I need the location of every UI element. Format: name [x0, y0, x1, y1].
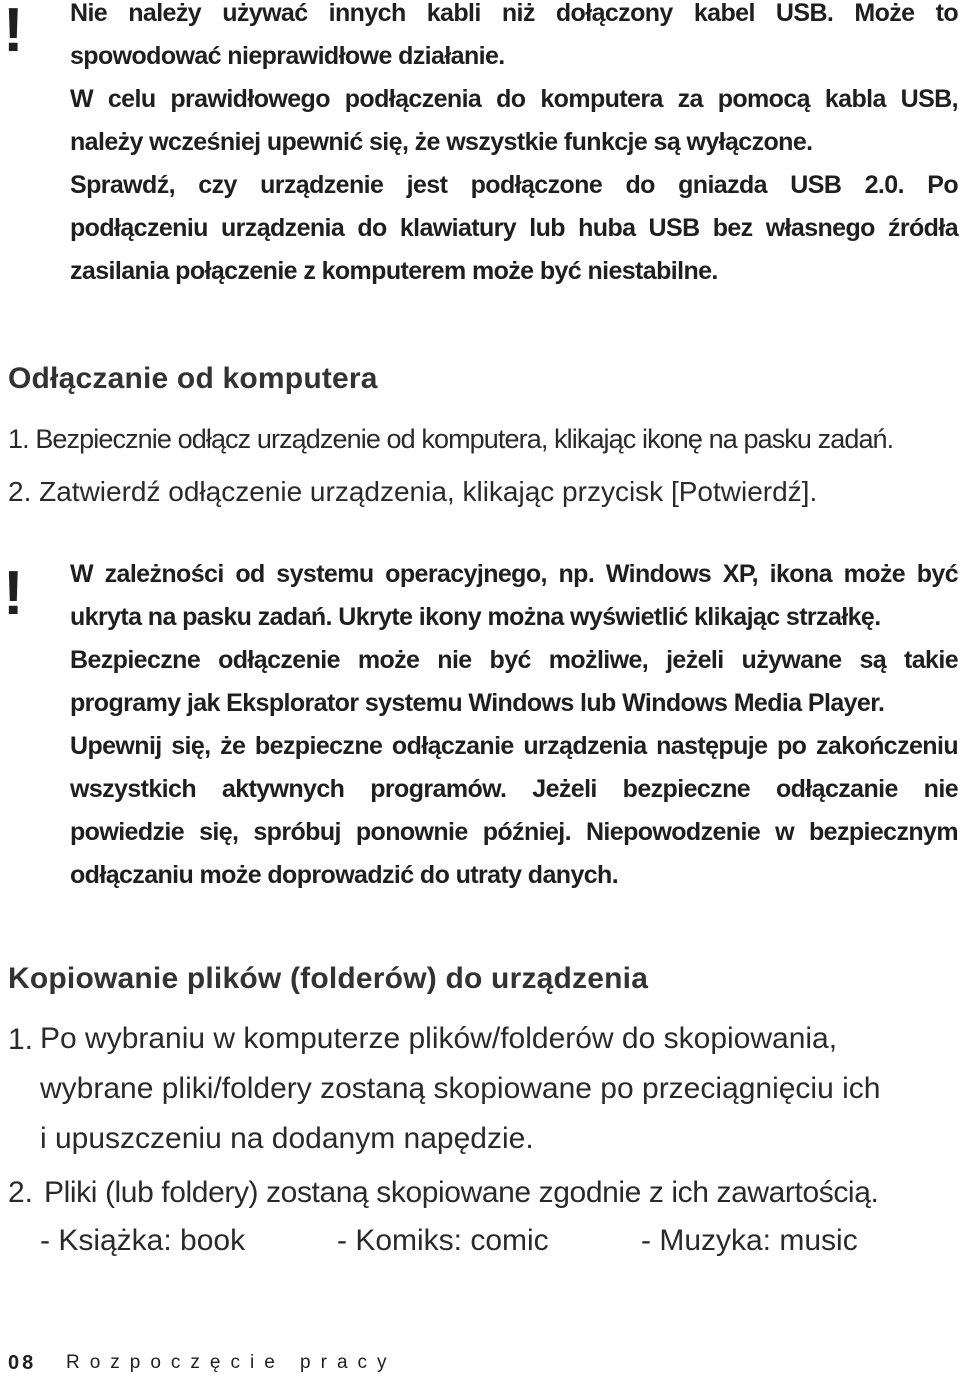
text-line: Po wybraniu w komputerze plików/folderów do skopiowania, — [40, 1022, 838, 1055]
text-line: wybrane pliki/foldery zostaną skopiowane po przeciągnięciu ich — [40, 1072, 881, 1105]
copy-step-1-text — [40, 1014, 880, 1164]
text-line: podłączeniu urządzenia do klawiatury lub huba USB bez własnego źródła — [70, 214, 958, 242]
category-book: - Książka: book — [40, 1224, 246, 1257]
text-line: należy wcześniej upewnić się, że wszystkie funkcje są wyłączone. — [70, 128, 813, 156]
disconnect-step-2: 2. Zatwierdź odłączenie urządzenia, klikając przycisk [Potwierdź]. — [8, 476, 818, 507]
footer-section-title: Rozpoczęcie pracy — [66, 1352, 397, 1373]
disconnect-step-1: 1. Bezpiecznie odłącz urządzenie od komputera, klikając ikonę na pasku zadań. — [8, 424, 894, 454]
text-line: ukryta na pasku zadań. Ukryte ikony można wyświetlić klikając strzałkę. — [70, 603, 881, 631]
text-line: odłączaniu może doprowadzić do utraty danych. — [70, 861, 619, 889]
category-comic: - Komiks: comic — [337, 1224, 549, 1257]
copy-step-2-number: 2. — [8, 1176, 34, 1209]
text-line: zasilania połączenie z komputerem może być niestabilne. — [70, 257, 718, 285]
text-line: Upewnij się, że bezpieczne odłączanie urządzenia następuje po zakończeniu — [70, 732, 958, 760]
text-line: wszystkich aktywnych programów. Jeżeli bezpieczne odłączanie nie — [70, 775, 958, 803]
warning-usb-text — [70, 0, 958, 293]
page-number: 08 — [8, 1352, 37, 1374]
text-line: programy jak Eksplorator systemu Windows lub Windows Media Player. — [70, 689, 885, 717]
warning-exclamation-icon: ! — [3, 559, 24, 628]
text-line: W zależności od systemu operacyjnego, np. Windows XP, ikona może być — [70, 560, 958, 588]
warning-safe-removal-text — [70, 553, 958, 897]
text-line: Nie należy używać innych kabli niż dołączony kabel USB. Może to — [70, 0, 958, 27]
copy-step-2-text: Pliki (lub foldery) zostaną skopiowane zgodnie z ich zawartością. — [44, 1176, 879, 1209]
text-line: Bezpieczne odłączenie może nie być możliwe, jeżeli używane są takie — [70, 646, 958, 674]
text-line: powiedzie się, spróbuj ponownie później. Niepowodzenie w bezpiecznym — [70, 818, 958, 846]
section-heading-disconnect: Odłączanie od komputera — [8, 362, 378, 395]
copy-step-1-number: 1. — [8, 1023, 34, 1056]
text-line: spowodować nieprawidłowe działanie. — [70, 42, 505, 70]
section-heading-copy: Kopiowanie plików (folderów) do urządzenia — [8, 962, 649, 995]
warning-exclamation-icon: ! — [3, 0, 24, 65]
text-line: W celu prawidłowego podłączenia do komputera za pomocą kabla USB, — [70, 85, 958, 113]
category-music: - Muzyka: music — [641, 1224, 858, 1257]
text-line: Sprawdź, czy urządzenie jest podłączone do gniazda USB 2.0. Po — [70, 171, 958, 199]
text-line: i upuszczeniu na dodanym napędzie. — [40, 1122, 534, 1155]
